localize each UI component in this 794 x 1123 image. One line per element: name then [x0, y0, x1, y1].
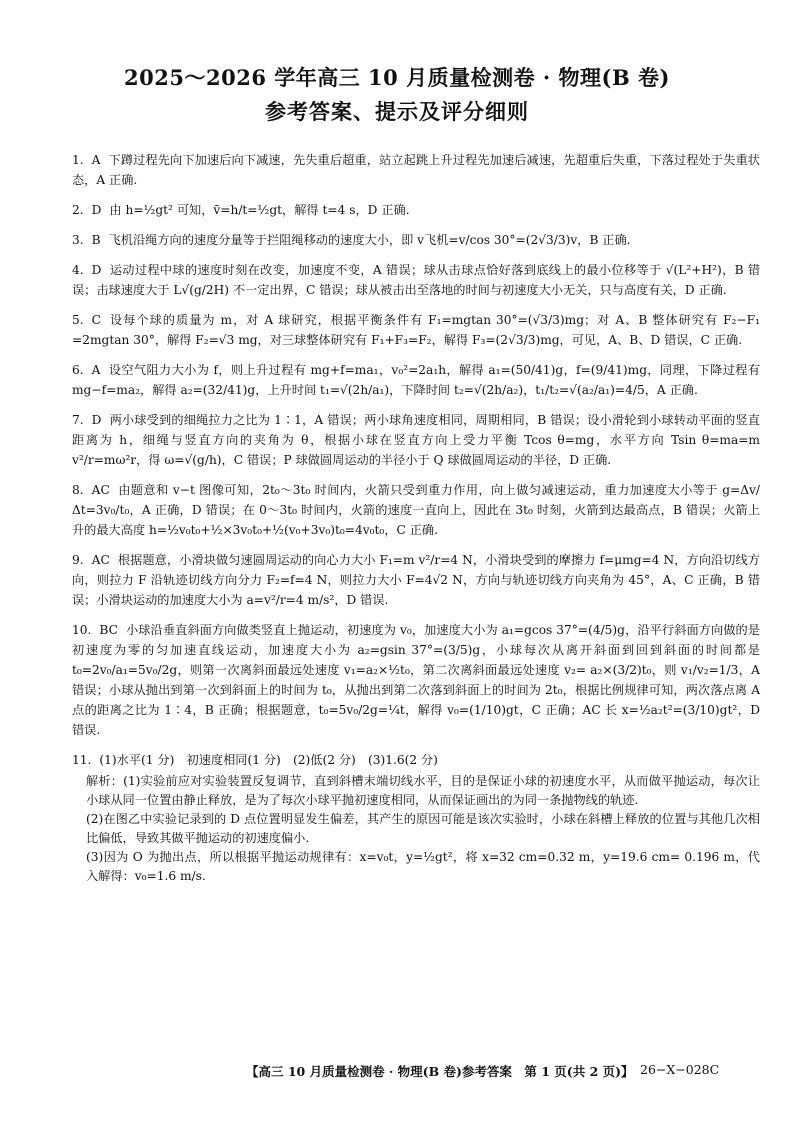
item-answer: C — [91, 313, 101, 327]
item-explanation: 设每个球的质量为 m，对 A 球研究，根据平衡条件有 F₁=mgtan 30°=(√3/3)mg；对 A、B 整体研究有 F₂−F₁ =2mgtan 30°，解得 F₂=√3 mg，对三球整体研究有 F₁+F₃=F₂，解得 F₃=(2√3/3)mg，可见，A、B、D 错误，C 正确. — [72, 313, 760, 347]
answer-item-8 — [72, 480, 760, 540]
item-explanation: 两小球受到的细绳拉力之比为 1∶1，A 错误；两小球角速度相同，周期相同，B 错误；设小滑轮到小球转动平面的竖直距离为 h，细绳与竖直方向的夹角为 θ，根据小球在竖直方向上受力平衡 Tcos θ=mg，水平方向 Tsin θ=ma=m v²/r=mω²r，得 ω=√(g/h)，C 错误；P 球做圆周运动的半径小于 Q 球做圆周运动的半径，D 正确. — [72, 413, 760, 467]
answer-item-6 — [72, 360, 760, 400]
item-11-analysis-2: (2)在图乙中实验记录到的 D 点位置明显发生偏差，其产生的原因可能是该次实验时，小球在斜槽上释放的位置与其他几次相比偏低，导致其做平抛运动的初速度偏小. — [86, 812, 760, 845]
item-number: 9. — [72, 553, 84, 567]
item-answer: BC — [99, 623, 118, 637]
item-number: 3. — [72, 233, 84, 247]
item-number: 11. — [72, 753, 92, 767]
answer-item-7 — [72, 410, 760, 470]
item-number: 8. — [72, 483, 84, 497]
item-number: 2. — [72, 203, 84, 217]
answer-item-5 — [72, 310, 760, 350]
item-number: 1. — [72, 153, 84, 167]
item-answer: D — [91, 203, 102, 217]
item-answer: D — [91, 263, 102, 277]
item-explanation: 根据题意，小滑块做匀速圆周运动的向心力大小 F₁=m v²/r=4 N，小滑块受到的摩擦力 f=μmg=4 N，方向沿切线方向，则拉力 F 沿轨迹切线方向分力 F₂=f=4 N，则拉力大小 F=4√2 N，方向与轨迹切线方向夹角为 45°，A、C 正确，B 错误；小滑块运动的加速度大小为 a=v²/r=4 m/s²，D 错误. — [72, 553, 760, 607]
page-footer: 【高三 10 月质量检测卷 · 物理(B 卷)参考答案 第 1 页(共 2 页)】 — [246, 1064, 634, 1079]
item-explanation: 由 h=½gt² 可知，v̄=h/t=½gt，解得 t=4 s，D 正确. — [109, 203, 410, 217]
answer-item-10 — [72, 620, 760, 740]
item-answer: B — [91, 233, 101, 247]
answer-item-3 — [72, 230, 760, 250]
item-answer: A — [91, 153, 101, 167]
item-number: 6. — [72, 363, 84, 377]
answer-item-11 — [72, 750, 760, 770]
item-11-analysis-1: 解析：(1)实验前应对实验装置反复调节，直到斜槽末端切线水平，目的是保证小球的初速度水平，从而做平抛运动，每次让小球从同一位置由静止释放，是为了每次小球平抛初速度相同，从而保证画出的为同一条抛物线的轨迹. — [86, 774, 760, 807]
item-answer: A — [91, 363, 101, 377]
document-code: 26−X−028C — [640, 1062, 720, 1077]
item-explanation: 飞机沿绳方向的速度分量等于拦阻绳移动的速度大小，即 v飞机=v/cos 30°=(2√3/3)v，B 正确. — [108, 233, 631, 247]
answer-list — [72, 150, 760, 886]
item-number: 4. — [72, 263, 84, 277]
answer-item-4 — [72, 260, 760, 300]
item-answer: AC — [91, 483, 110, 497]
item-11-analysis-3: (3)因为 O 为抛出点，所以根据平抛运动规律有：x=v₀t，y=½gt²，将 x=32 cm=0.32 m，y=19.6 cm= 0.196 m，代入解得：v₀=1.6 m/s. — [86, 850, 760, 883]
answer-item-9 — [72, 550, 760, 610]
item-explanation: 下蹲过程先向下加速后向下减速，先失重后超重，站立起跳上升过程先加速后减速，先超重后失重，下落过程处于失重状态，A 正确. — [72, 153, 760, 187]
item-number: 10. — [72, 623, 92, 637]
item-explanation: 小球沿垂直斜面方向做类竖直上抛运动，初速度为 v₀，加速度大小为 a₁=gcos 37°=(4/5)g，沿平行斜面方向做的是初速度为零的匀加速直线运动，加速度大小为 a₂=gsin 37°=(3/5)g，小球每次从离开斜面到回到斜面的时间都是 t₀=2v₀/a₁=5v₀/2g，则第一次离斜面最远处速度 v₁=a₂×½t₀，第二次离斜面最远处速度 v₂= a₂×(3/2)t₀，则 v₁/v₂=1/3，A 错误；小球从抛出到第一次到斜面上的时间为 t₀，从抛出到第二次落到斜面上的时间为 2t₀，根据比例规律可知，两次落点离 A 点的距离之比为 1∶4，B 正确；根据题意，t₀=5v₀/2g=¼t，解得 v₀=(1/10)gt，C 正确；AC 长 x=½a₂t²=(3/10)gt²，D 错误. — [72, 623, 760, 737]
answer-item-2 — [72, 200, 760, 220]
item-answer: D — [91, 413, 102, 427]
item-explanation: 由题意和 v−t 图像可知，2t₀～3t₀ 时间内，火箭只受到重力作用，向上做匀减速运动，重力加速度大小等于 g=Δv/Δt=3v₀/t₀，A 正确，D 错误；在 0～3t₀ 时间内，火箭的速度一直向上，因此在 3t₀ 时刻，火箭到达最高点，B 错误；火箭上升的最大高度 h=½v₀t₀+½×3v₀t₀+½(v₀+3v₀)t₀=4v₀t₀，C 正确. — [72, 483, 760, 537]
item-explanation: 运动过程中球的速度时刻在改变，加速度不变，A 错误；球从击球点恰好落到底线上的最小位移等于 √(L²+H²)，B 错误；击球速度大于 L√(g/2H) 不一定出界，C 错误；球从被击出至落地的时间与初速度大小无关，只与高度有关，D 正确. — [72, 263, 761, 297]
item-number: 7. — [72, 413, 84, 427]
answer-item-1 — [72, 150, 760, 190]
page-subtitle: 参考答案、提示及评分细则 — [265, 99, 529, 124]
item-answer: AC — [91, 553, 110, 567]
item-answer: (1)水平(1 分) 初速度相同(1 分) (2)低(2 分) (3)1.6(2 分) — [99, 753, 438, 767]
page-title: 2025～2026 学年高三 10 月质量检测卷 · 物理(B 卷) — [124, 65, 670, 90]
item-explanation: 设空气阻力大小为 f，则上升过程有 mg+f=ma₁，v₀²=2a₁h，解得 a₁=(50/41)g，f=(9/41)mg，同理，下降过程有 mg−f=ma₂，解得 a₂=(32/41)g，上升时间 t₁=√(2h/a₁)，下降时间 t₂=√(2h/a₂)，t₁/t₂=√(a₂/a₁)=4/5，A 正确. — [72, 363, 760, 397]
item-number: 5. — [72, 313, 84, 327]
